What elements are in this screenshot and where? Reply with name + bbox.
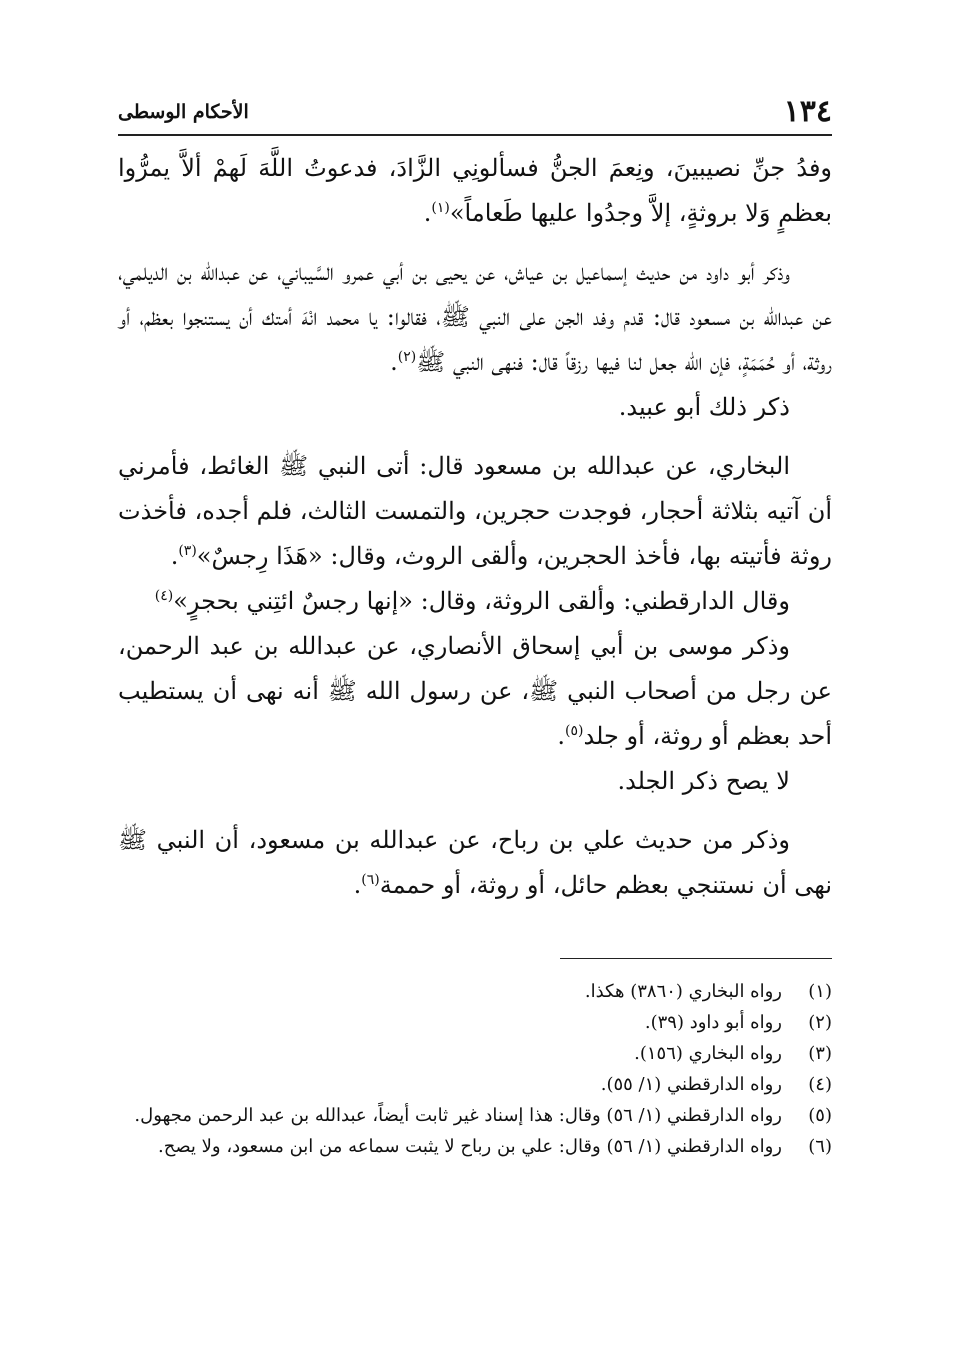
paragraph: وذكر موسى بن أبي إسحاق الأنصاري، عن عبدالله بن عبد الرحمن، عن رجل من أصحاب النبي ﷺ، عن رسول الله ﷺ أنه نهى أن يستطيب أحد بعظم أو روثة، أو جلد$^{(٥)}$. [118, 632, 832, 750]
paragraph: وذكر أبو داود من حديث إسماعيل بن عياش، عن يحيى بن أبي عمرو السَّيباني، عن عبدالله بن الديلمي، عن عبدالله بن مسعود قال: قدم وفد الجن على النبي ﷺ، فقالوا: يا محمد انْهَ أمتك أن يستنجوا بعظم، أو روثة، أو حُمَمَةٍ، فإن الله جعل لنا فيها رزقاً قال: فنهى النبي ﷺ$^{(٢)}$. [118, 258, 832, 376]
footnote-number: (٦) [808, 1136, 832, 1157]
footnote-number: (١) [808, 981, 832, 1002]
footnote-text: رواه الدارقطني (١/ ٥٥). [600, 1074, 782, 1095]
footnote-ref: (٤) [154, 588, 174, 604]
footnote-text: رواه الدارقطني (١/ ٥٦) وقال: هذا إسناد غير ثابت أيضاً، عبدالله بن عبد الرحمن مجهول. [134, 1105, 782, 1126]
footnote-number: (٢) [808, 1012, 832, 1033]
footnote [118, 1131, 832, 1162]
footnote [118, 1100, 832, 1131]
footnote-ref: (٣) [178, 543, 197, 559]
paragraph: لا يصح ذكر الجلد. [617, 767, 790, 795]
footnote-divider [560, 958, 832, 959]
paragraph: ذكر ذلك أبو عبيد. [618, 393, 790, 421]
footnote [118, 1007, 832, 1038]
footnote-text: رواه البخاري (٣٨٦٠) هكذا. [584, 981, 782, 1002]
footnote-ref: (٦) [361, 872, 380, 888]
footnote [118, 1069, 832, 1100]
paragraph: البخاري، عن عبدالله بن مسعود قال: أتى النبي ﷺ الغائط، فأمرني أن آتيه بثلاثة أحجار، فوجدت حجرين، والتمست الثالث، فلم أجده، فأخذت روثة فأتيته بها، فأخذ الحجرين، وألقى الروث، وقال: «هَذَا رِجسٌ»$^{(٣)}$. [118, 452, 832, 570]
footnote [118, 976, 832, 1007]
page-number: ١٣٤ [783, 94, 832, 129]
footnote-number: (٥) [808, 1105, 832, 1126]
footnotes [118, 976, 832, 1162]
footnote-text: رواه الدارقطني (١/ ٥٦) وقال: علي بن رباح لا يثبت سماعه من ابن مسعود، ولا يصح. [157, 1136, 782, 1157]
footnote-text: رواه البخاري (١٥٦). [634, 1043, 782, 1064]
main-text [118, 146, 832, 908]
paragraph: وقال الدارقطني: وألقى الروثة، وقال: «إنها رجسٌ ائتِني بحجرٍ»$^{(٤)}$ [154, 587, 790, 615]
page-header [118, 92, 832, 136]
footnote-ref: (٢) [397, 349, 417, 365]
paragraph: وفدُ جنِّ نصيبينَ، ونِعمَ الجنُّ فسألونِي الزَّادَ، فدعوتُ اللَّهَ لَهمْ ألاَّ يمرُّوا بعظمٍ وَلا بروثةٍ، إلاَّ وجدُوا عليها طَعاماً»$^{(١)}$. [118, 154, 832, 227]
footnote-number: (٤) [808, 1074, 832, 1095]
footnote-ref: (٥) [565, 723, 584, 739]
footnote-text: رواه أبو داود (٣٩). [644, 1012, 782, 1033]
running-title: الأحكام الوسطى [118, 101, 249, 123]
footnote [118, 1038, 832, 1069]
paragraph: وذكر من حديث علي بن رباح، عن عبدالله بن مسعود، أن النبي ﷺ نهى أن نستنجي بعظم حائل، أو روثة، أو حممة$^{(٦)}$. [118, 826, 832, 899]
footnote-ref: (١) [431, 200, 450, 216]
footnote-number: (٣) [808, 1043, 832, 1064]
